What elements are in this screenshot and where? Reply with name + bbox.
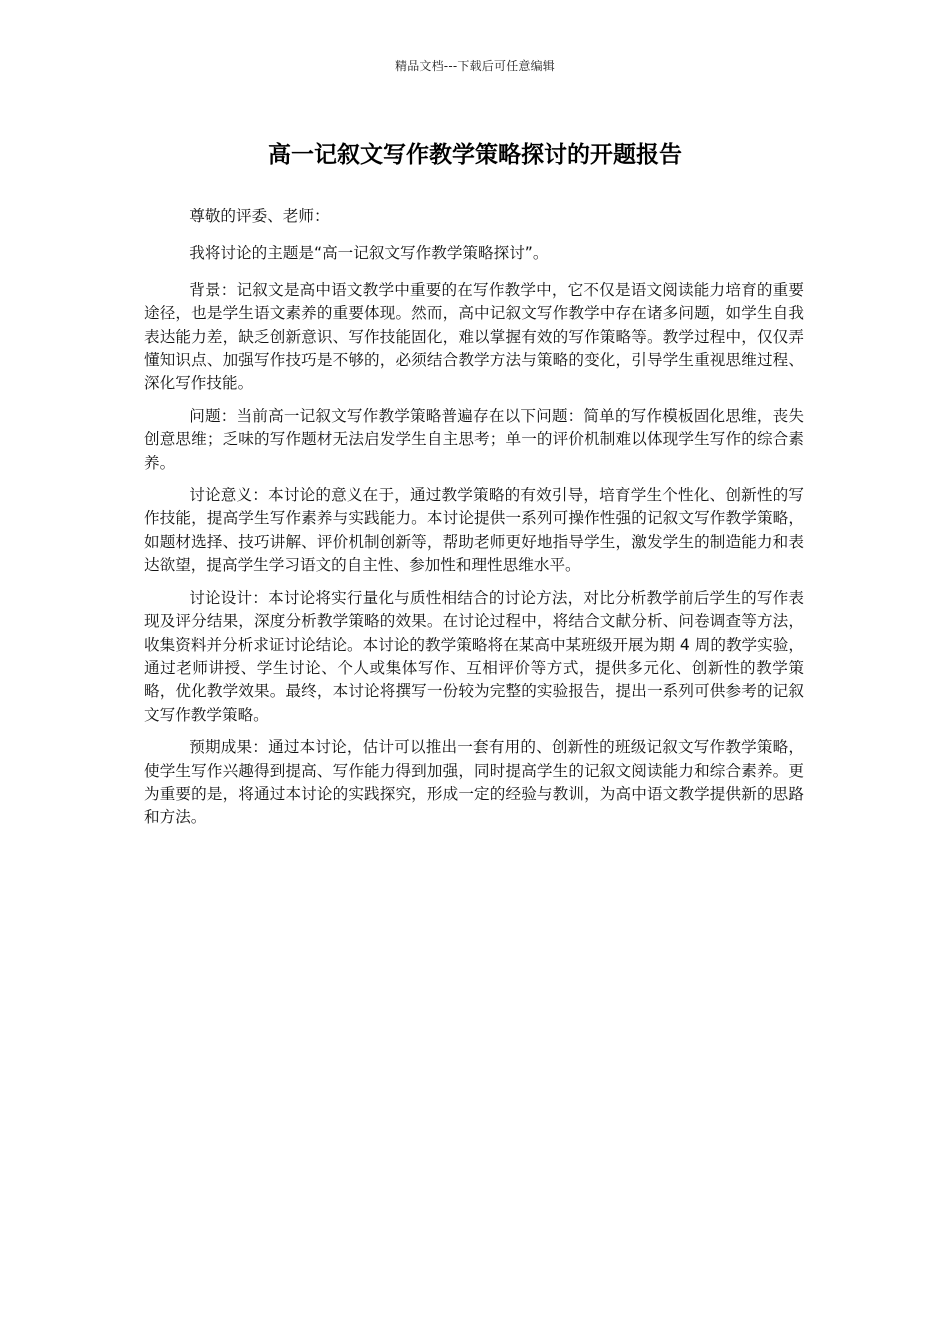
intro-paragraph: 我将讨论的主题是“高一记叙文写作教学策略探讨”。	[189, 244, 549, 263]
background-paragraph: 背景：记叙文是高中语文教学中重要的在写作教学中，它不仅是语文阅读能力培育的重要途径，也是学生语文素养的重要体现。然而，高中记叙文写作教学中存在诸多问题，如学生自我表达能力差，缺乏创新意识、写作技能固化，难以掌握有效的写作策略等。教学过程中，仅仅弄懂知识点、加强写作技巧是不够的，必须结合教学方法与策略的变化，引导学生重视思维过程、深化写作技能。	[144, 280, 804, 393]
document-body	[144, 205, 804, 839]
document-title: 高一记叙文写作教学策略探讨的开题报告	[268, 142, 682, 168]
expected-results-paragraph: 预期成果：通过本讨论，估计可以推出一套有用的、创新性的班级记叙文写作教学策略，使学生写作兴趣得到提高、写作能力得到加强，同时提高学生的记叙文阅读能力和综合素养。更为重要的是，将通过本讨论的实践探究，形成一定的经验与教训，为高中语文教学提供新的思路和方法。	[144, 738, 804, 827]
design-paragraph: 讨论设计：本讨论将实行量化与质性相结合的讨论方法，对比分析教学前后学生的写作表现及评分结果，深度分析教学策略的效果。在讨论过程中，将结合文献分析、问卷调查等方法，收集资料并分析求证讨论结论。本讨论的教学策略将在某高中某班级开展为期 4 周的教学实验，通过老师讲授、学生讨论、个人或集体写作、互相评价等方式，提供多元化、创新性的教学策略，优化教学效果。最终，本讨论将撰写一份较为完整的实验报告，提出一系列可供参考的记叙文写作教学策略。	[144, 588, 804, 724]
header-note: 精品文档---下载后可任意编辑	[395, 59, 555, 73]
greeting-line: 尊敬的评委、老师：	[189, 207, 330, 225]
significance-paragraph: 讨论意义：本讨论的意义在于，通过教学策略的有效引导，培育学生个性化、创新性的写作技能，提高学生写作素养与实践能力。本讨论提供一系列可操作性强的记叙文写作教学策略，如题材选择、技巧讲解、评价机制创新等，帮助老师更好地指导学生，激发学生的制造能力和表达欲望，提高学生学习语文的自主性、参加性和理性思维水平。	[144, 486, 804, 575]
problem-paragraph: 问题：当前高一记叙文写作教学策略普遍存在以下问题：简单的写作模板固化思维，丧失创意思维；乏味的写作题材无法启发学生自主思考；单一的评价机制难以体现学生写作的综合素养。	[144, 406, 804, 472]
